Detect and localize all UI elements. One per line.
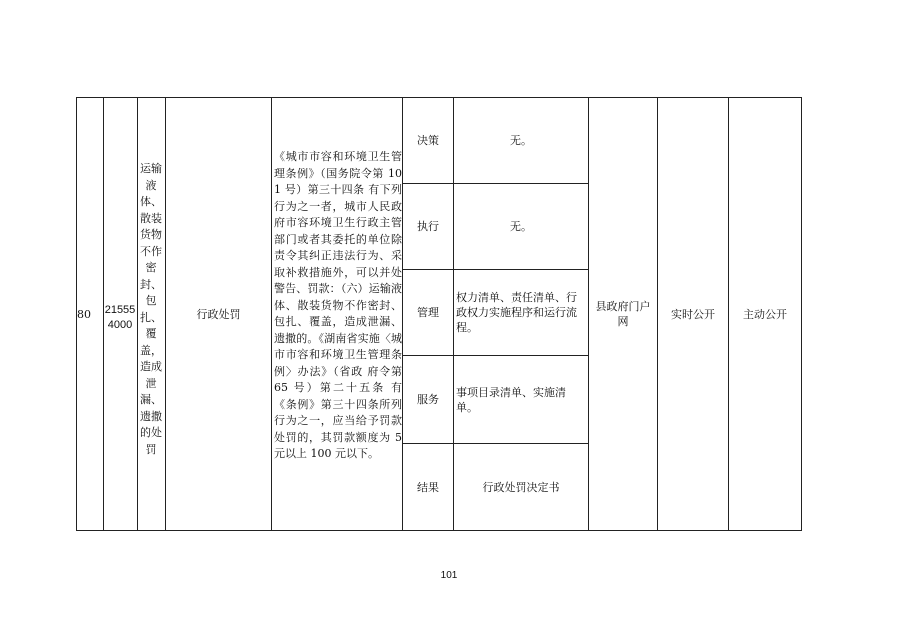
grid-line (76, 530, 802, 531)
disclosure-table (76, 97, 802, 531)
legal-basis-cell: 《城市市容和环境卫生管理条例》（国务院令第 101 号）第三十四条 有下列行为之一者，城市人民政府市容环境卫生行政主管部门或者其委托的单位除责令其纠正违法行为、采取补救措施外，可以并处警告、罚款：（六）运输液体、散装货物不作密封、包扎、覆盖，造成泄漏、遗撒的。《湖南省实施〈城市市容和环境卫生管理条例〉办法》（省政 府令第 65 号）第二十五条 有《条例》第三十四条所列行为之一，应当给予罚款处罚的，其罚款额度为 5 元以上 100 元以下。 (274, 150, 402, 460)
stage-name: 决策 (417, 134, 439, 147)
stage-content: 无。 (510, 134, 532, 147)
stage-name: 管理 (417, 306, 439, 319)
page-number: 101 (440, 570, 458, 581)
stage-content: 无。 (510, 220, 532, 233)
stage-name: 结果 (417, 480, 439, 494)
seq-cell: 80 (77, 307, 91, 321)
stage-content: 事项目录清单、实施清单。 (456, 385, 566, 414)
grid-line (137, 97, 138, 531)
grid-line (801, 97, 802, 531)
method-cell: 主动公开 (743, 307, 787, 321)
type-cell: 行政处罚 (196, 307, 241, 321)
channel-cell: 县政府门户网 (595, 300, 651, 328)
grid-line (271, 97, 272, 531)
matter-cell: 运输液体、散装货物不作密封、包扎、覆盖，造成泄漏、遗撒的处罚 (140, 162, 162, 456)
stage-content: 行政处罚决定书 (482, 480, 560, 494)
code-cell: 215554000 (104, 304, 136, 331)
stage-content: 权力清单、责任清单、行政权力实施程序和运行流程。 (456, 291, 577, 334)
stage-name: 服务 (417, 393, 439, 406)
stage-name: 执行 (417, 220, 439, 233)
timing-cell: 实时公开 (671, 307, 715, 321)
